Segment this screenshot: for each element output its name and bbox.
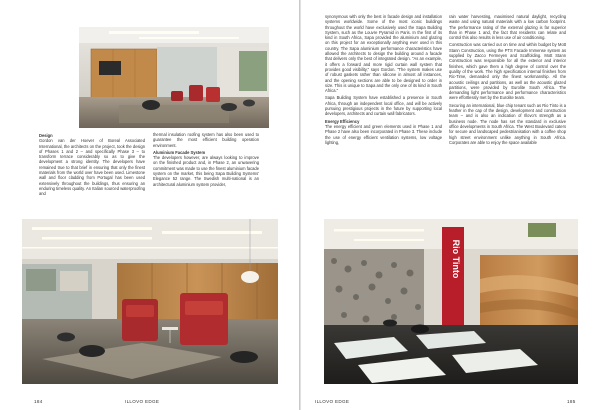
left-folio <box>34 399 43 404</box>
rainwater-body: rain water harvesting, maximised natural daylight, recycling waste and using natural materials with a low carbon footprint. The performance rating of the external glazing is far superior than in Phase 1 and, the fact that residents can relate and control this also results in less use of air conditioning. <box>449 14 566 41</box>
left-text-column-1 <box>39 132 145 199</box>
aluminium-body: The developers however, are always looking to improve on the finished product and, in Phase 2, an unwavering commitment was made to use the finest aluminium facade system on the market, this being Sapa Building Systems' Elegance 52 range. The Swedish multi-national is an architectural aluminium system provider, <box>153 155 259 187</box>
right-page <box>301 0 600 410</box>
securing-tenant-body: Securing an international, blue chip tenant such as Rio Tinto is a feather in the cap of the design, development and construction team – and is also an indication of Illovo's strength as a business node. The node has set the standard in exclusive office developments in South Africa. The West Boulevard caters for secure and landscaped pedestrianisation with a coffee shop high street environment unlike anything in South Africa. Corporates are able to enjoy the space available <box>449 102 566 145</box>
rio-tinto-sign-text: Rio Tinto <box>451 239 461 279</box>
heading-energy-efficiency: Energy Efficiency <box>325 118 360 124</box>
heading-design: Design <box>39 133 53 138</box>
reception-lounge-image <box>79 27 269 128</box>
right-text-column-1 <box>325 14 442 147</box>
right-page-number: 185 <box>567 399 576 404</box>
photo-rio-tinto-reception <box>324 219 578 384</box>
left-running-head-text: ILLOVO EDGE <box>125 399 160 404</box>
construction-body: Construction was carried out on time and within budget by Mott Stann Construction, using the PTS Facade Immense system as supplied by Zacco Fermeyen and Scaffolding. Mott Stann Construction was responsible for all the exterior and interior finishes, which gave them a high degree of control over the quality of the work. The high specification internal finishes from Ric-Time, demanded only the finest workmanship. All the acoustic ceilings and partitions, as well as the acoustic glazed partitions, were provided by Eurolite South Africa. The demanding light performance and performance characteristics were effortlessly met by the Eurolite team. <box>449 42 566 101</box>
right-folio <box>567 399 576 404</box>
sapa-presence-body: Sapa Building System have established a presence in South Africa, through an independent local office, and will be actively pursuing prestigious projects in the future by supporting local developers, architects and curtain wall fabricators. <box>325 95 442 117</box>
photo-reception-lounge <box>79 27 269 128</box>
left-page <box>0 0 299 410</box>
right-text-column-2 <box>449 14 566 147</box>
left-running-head <box>125 399 159 404</box>
right-running-head-text: ILLOVO EDGE <box>315 399 350 404</box>
heading-aluminium-facade: Aluminium Facade System <box>153 149 206 155</box>
design-body: Gordon van der Hoever of Boreal Associated International, the architects on the project, took the design of Phases 1 and 2 – and specifically Phase 3 – to transform terrace considerably so as to give the development a strong identity. The developers have remained true to that brief in ensuring that only the finest materials from the world over have been used. Limestone wall and floor cladding from Portugal has been used extensively throughout the buildings, thus ensuring an enduring timeless quality. An Italian sourced waterproofing and <box>39 138 145 197</box>
energy-body: The energy efficient and green elements used in Phase 1 and Phase 2 have also been incorporated in Phase 3. These include the use of energy efficient ventilation systems, low voltage lighting, <box>325 123 442 145</box>
right-running-head <box>315 399 349 404</box>
insulation-body: thermal insulation roofing system has also been used to guarantee the most efficient building operation environment. <box>153 132 259 148</box>
photo-lounge-booths <box>22 219 278 384</box>
left-page-number: 184 <box>34 399 43 404</box>
rio-tinto-reception-image <box>324 219 578 384</box>
lounge-booths-image <box>22 219 278 384</box>
sapa-body: synonymous with only the best in facade design and installation systems worldwide. Some of the most iconic buildings throughout the world have exclusively used the Sapa Building System, such as the Louvre Pyramid in Paris. In the first of its kind in South Africa, Sapa provided the aluminium and glazing on this project for an exceptionally anything ever used in this country. The Sapa aluminium performance characteristics have allowed the architects to design the building around a facade that delivers only the best of integrated design. "As an example, it offers a forward and more rigid curtain wall system that provides good visibility," says Gordon. "The system makes use of robust gaskets rather than silicone in almost all instances, and the opening sections are able to be designed to order in size. This is unique to Sapa and the only one of its kind in South Africa." <box>325 14 442 94</box>
left-text-column-2 <box>153 132 259 189</box>
